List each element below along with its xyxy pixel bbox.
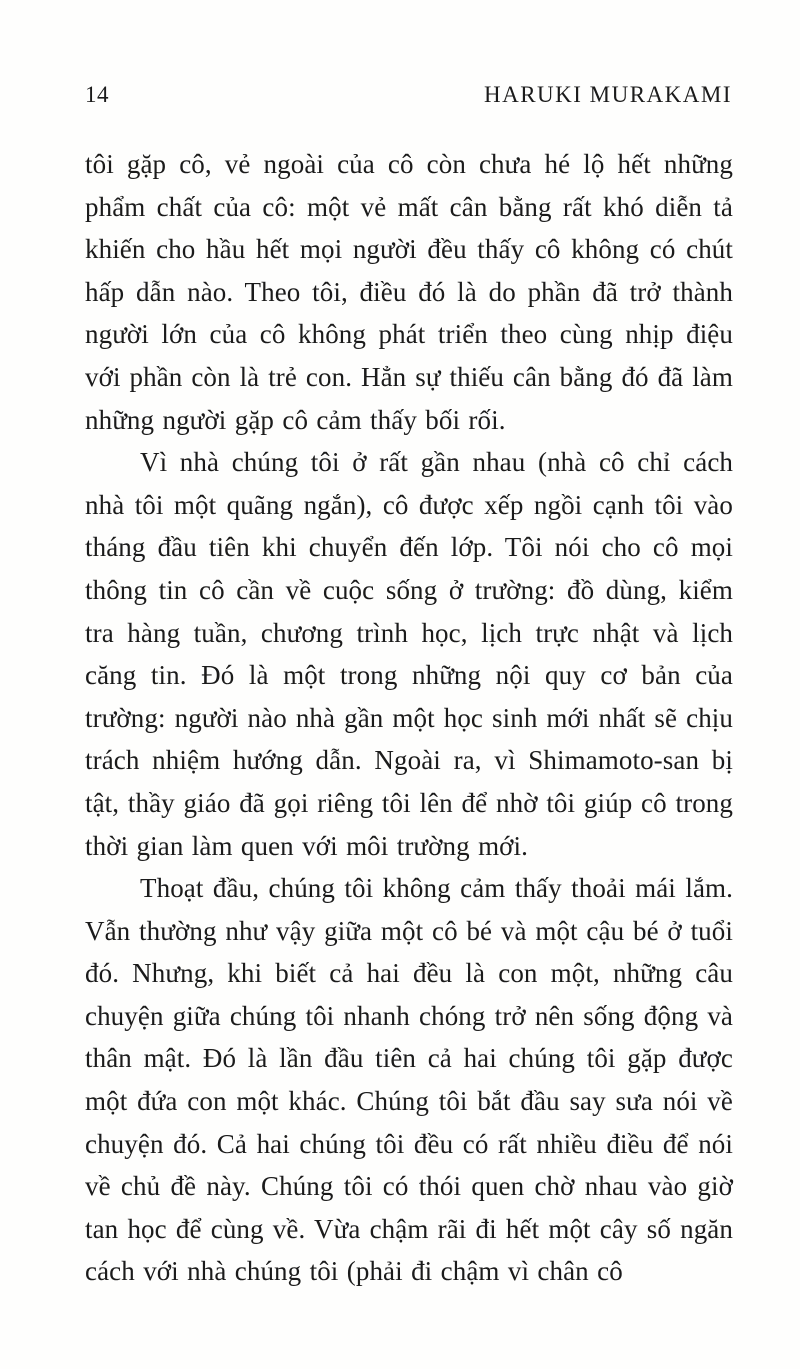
page-header: [85, 82, 732, 108]
page-body: [85, 143, 733, 1293]
paragraph-continued: tôi gặp cô, vẻ ngoài của cô còn chưa hé lộ hết những phẩm chất của cô: một vẻ mất cân bằng rất khó diễn tả khiến cho hầu hết mọi người đều thấy cô không có chút hấp dẫn nào. Theo tôi, điều đó là do phần đã trở thành người lớn của cô không phát triển theo cùng nhịp điệu với phần còn là trẻ con. Hẳn sự thiếu cân bằng đó đã làm những người gặp cô cảm thấy bối rối.: [85, 149, 733, 435]
paragraph: Thoạt đầu, chúng tôi không cảm thấy thoải mái lắm. Vẫn thường như vậy giữa một cô bé và một cậu bé ở tuổi đó. Nhưng, khi biết cả hai đều là con một, những câu chuyện giữa chúng tôi nhanh chóng trở nên sống động và thân mật. Đó là lần đầu tiên cả hai chúng tôi gặp được một đứa con một khác. Chúng tôi bắt đầu say sưa nói về chuyện đó. Cả hai chúng tôi đều có rất nhiều điều để nói về chủ đề này. Chúng tôi có thói quen chờ nhau vào giờ tan học để cùng về. Vừa chậm rãi đi hết một cây số ngăn cách với nhà chúng tôi (phải đi chậm vì chân cô: [85, 873, 733, 1287]
page-number: 14: [85, 82, 109, 107]
running-header-author: HARUKI MURAKAMI: [483, 82, 732, 107]
paragraph: Vì nhà chúng tôi ở rất gần nhau (nhà cô chỉ cách nhà tôi một quãng ngắn), cô được xếp ngồi cạnh tôi vào tháng đầu tiên khi chuyển đến lớp. Tôi nói cho cô mọi thông tin cô cần về cuộc sống ở trường: đồ dùng, kiểm tra hàng tuần, chương trình học, lịch trực nhật và lịch căng tin. Đó là một trong những nội quy cơ bản của trường: người nào nhà gần một học sinh mới nhất sẽ chịu trách nhiệm hướng dẫn. Ngoài ra, vì Shimamoto-san bị tật, thầy giáo đã gọi riêng tôi lên để nhờ tôi giúp cô trong thời gian làm quen với môi trường mới.: [85, 447, 733, 861]
